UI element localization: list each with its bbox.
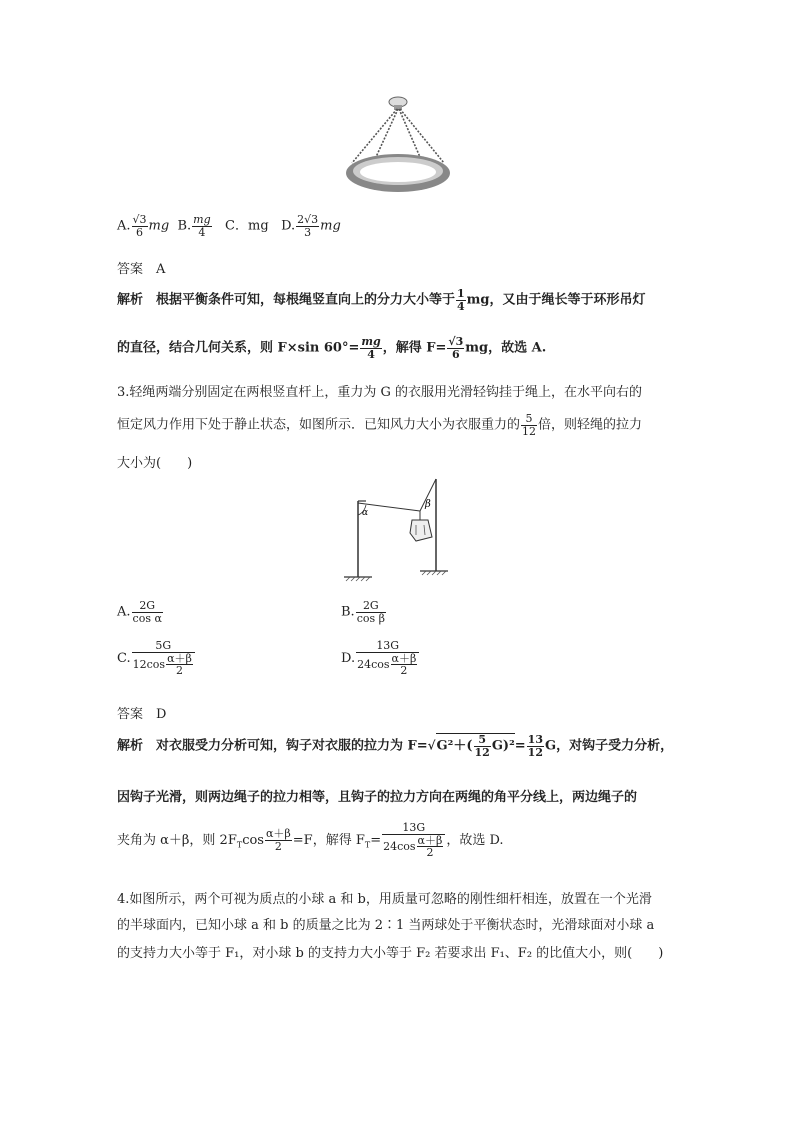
question-4-line2: 的半球面内，已知小球 a 和 b 的质量之比为 2∶1 当两球处于平衡状态时，光滑球面对小球 a (117, 918, 655, 933)
answer-q2: 答案 A (117, 262, 166, 277)
frac-num: √3 (132, 213, 147, 226)
alpha-label: α (362, 508, 369, 518)
analysis-q3-line3: 夹角为 α＋β，则 $2F_T\cos$ $\frac{\alpha+\beta}{2}$ =F，解得 $F_T=$ 13G 24cos $\frac{\alpha+\beta}{2}$ ，故选 D. (117, 821, 504, 860)
beta-label: β (425, 499, 431, 510)
analysis-q3-line2: 因钩子光滑，则两边绳子的拉力相等，且钩子的拉力方向在两绳的角平分线上，两边绳子的 (117, 790, 638, 805)
answer-q3: 答案 D (117, 707, 167, 722)
options-q2: A. $\frac{√3}{6}$ mg B. $\frac{mg}{4}$ C．mg D. $\frac{2√3}{3}$ mg (117, 213, 341, 239)
option-c-q3: C. 5G 12cos $\frac{\alpha+\beta}{2}$ (117, 640, 196, 677)
chandelier-figure (340, 95, 450, 195)
question-3-line1: 3.轻绳两端分别固定在两根竖直杆上，重力为 G 的衣服用光滑轻钩挂于绳上，在水平向右的 (117, 385, 643, 400)
option-a-q3: A. $\frac{2G}{\text{cos α}}$ (117, 599, 162, 625)
analysis-q3-line1: 解析 对衣服受力分析可知，钩子对衣服的拉力为 F=√G²＋( $\frac{5}{12}$ G)²= $\frac{13}{12}$ G，对钩子受力分析， (117, 733, 674, 759)
rope-figure (340, 475, 450, 585)
question-4-line3: 的支持力大小等于 F₁，对小球 b 的支持力大小等于 F₂ 若要求出 F₁、F₂ 的比值大小，则( ) (117, 946, 664, 961)
option-b-q3: B. $\frac{2G}{\text{cos β}}$ (341, 599, 385, 625)
option-d-q3: D. 13G 24cos $\frac{\alpha+\beta}{2}$ (341, 640, 420, 677)
question-4-line1: 4.如图所示，两个可视为质点的小球 a 和 b，用质量可忽略的刚性细杆相连，放置在一个光滑 (117, 892, 652, 907)
analysis-q2-line1: 解析 根据平衡条件可知，每根绳竖直向上的分力大小等于 $\frac{1}{4}$ mg，又由于绳长等于环形吊灯 (117, 287, 646, 313)
question-3-line3: 大小为( ) (117, 456, 193, 471)
question-3-line2: 恒定风力作用下处于静止状态，如图所示．已知风力大小为衣服重力的 $\frac{5}{12}$ 倍，则轻绳的拉力 (117, 412, 643, 438)
analysis-q2-line2: 的直径，结合几何关系，则 F×sin 60°= $\frac{mg}{4}$ ，解得 F= $\frac{√3}{6}$ mg，故选 A. (117, 335, 547, 361)
